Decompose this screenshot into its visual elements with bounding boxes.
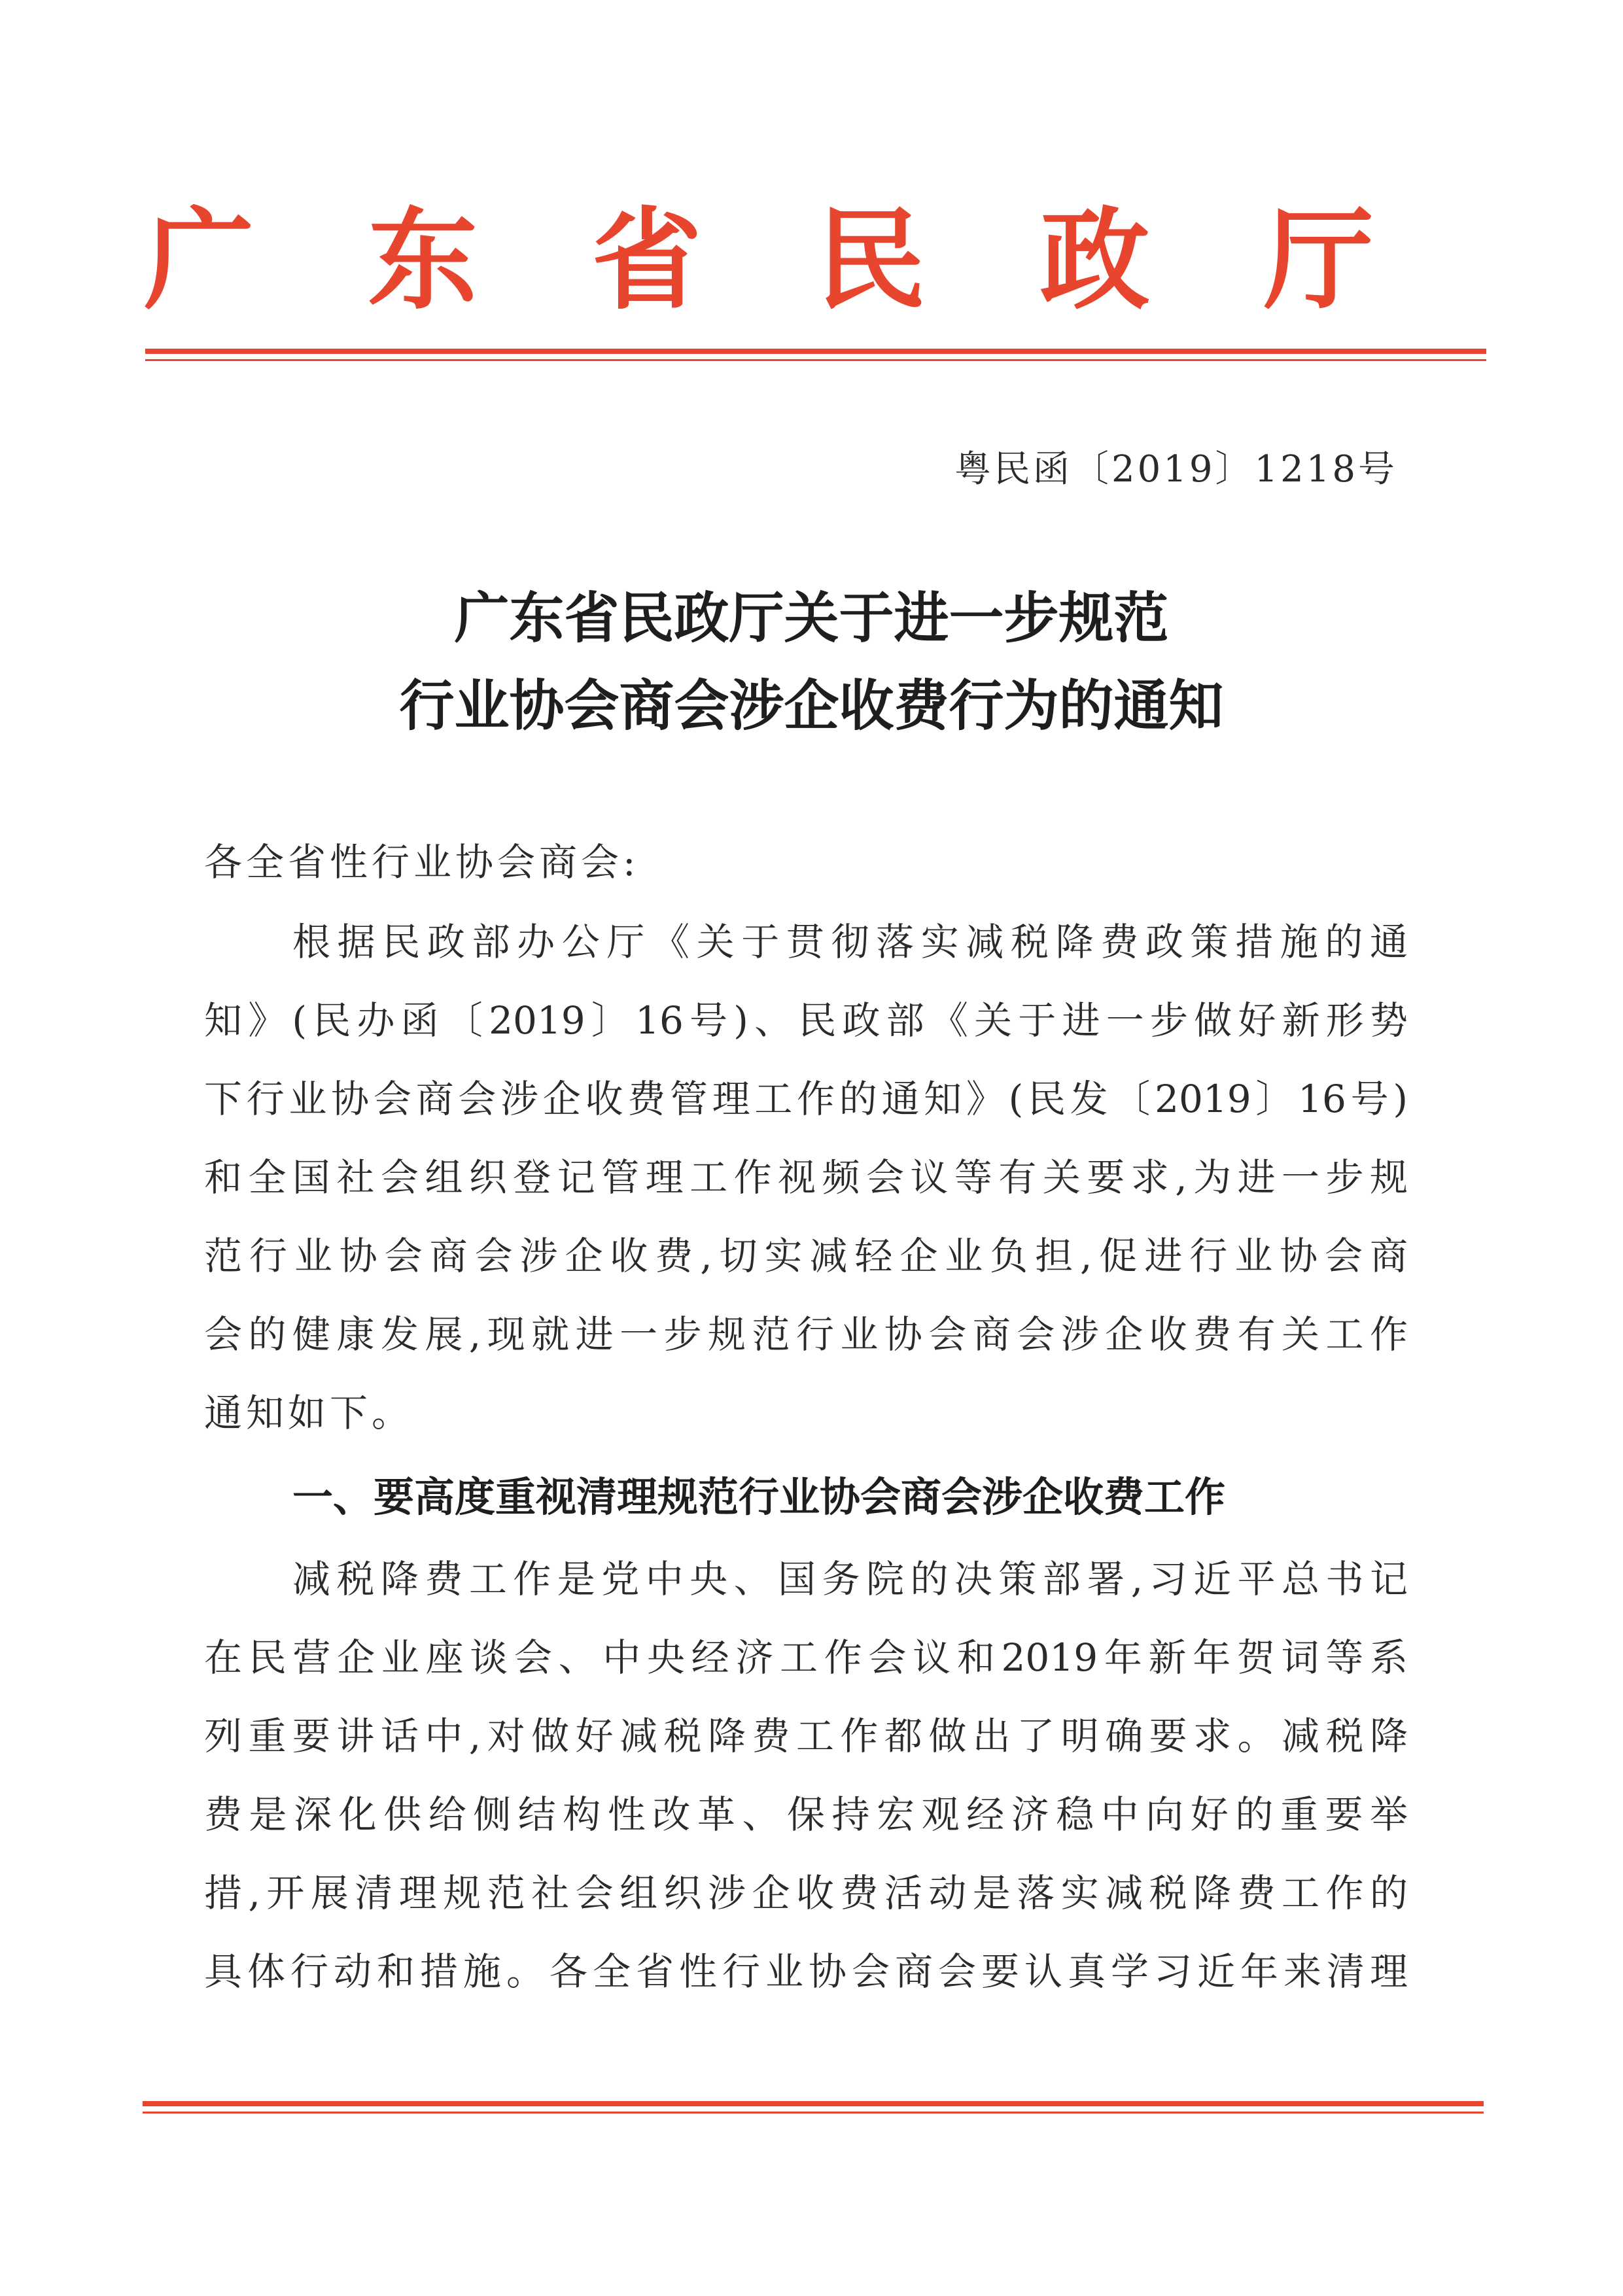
paragraph-1-line: 会的健康发展,现就进一步规范行业协会商会涉企收费有关工作: [204, 1312, 1408, 1357]
masthead-char: 省: [591, 195, 702, 324]
masthead: [144, 195, 1374, 324]
document-number: 粤民函〔2019〕1218号: [954, 448, 1397, 491]
header-rule-thin: [145, 359, 1486, 361]
section-1-line: 在民营企业座谈会、中央经济工作会议和2019年新年贺词等系: [204, 1635, 1408, 1680]
footer-rule-thick: [143, 2101, 1484, 2106]
paragraph-1-line: 通知如下。: [204, 1391, 414, 1435]
masthead-char: 民: [816, 195, 926, 324]
section-1-line: 列重要讲话中,对做好减税降费工作都做出了明确要求。减税降: [204, 1714, 1408, 1758]
section-1-line: 费是深化供给侧结构性改革、保持宏观经济稳中向好的重要举: [204, 1792, 1408, 1837]
section-1-line: 措,开展清理规范社会组织涉企收费活动是落实减税降费工作的: [204, 1871, 1408, 1915]
paragraph-1-line: 和全国社会组织登记管理工作视频会议等有关要求,为进一步规: [204, 1155, 1408, 1200]
document-title-line-1: 广东省民政厅关于进一步规范: [454, 585, 1169, 650]
paragraph-1-line: 范行业协会商会涉企收费,切实减轻企业负担,促进行业协会商: [204, 1234, 1408, 1278]
masthead-char: 政: [1039, 195, 1150, 324]
section-1-line: 减税降费工作是党中央、国务院的决策部署,习近平总书记: [292, 1557, 1408, 1601]
footer-rule-thin: [143, 2112, 1484, 2113]
section-1-heading: 一、要高度重视清理规范行业协会商会涉企收费工作: [292, 1473, 1226, 1521]
header-rule-thick: [145, 349, 1486, 354]
paragraph-1-line: 下行业协会商会涉企收费管理工作的通知》(民发〔2019〕16号): [204, 1077, 1408, 1121]
masthead-char: 广: [144, 195, 254, 324]
section-1-line: 具体行动和措施。各全省性行业协会商会要认真学习近年来清理: [204, 1949, 1408, 1994]
salutation: 各全省性行业协会商会:: [204, 840, 640, 884]
masthead-char: 厅: [1263, 195, 1374, 324]
paragraph-1-line: 知》(民办函〔2019〕16号)、民政部《关于进一步做好新形势: [204, 998, 1408, 1043]
paragraph-1-line: 根据民政部办公厅《关于贯彻落实减税降费政策措施的通: [292, 920, 1408, 964]
document-title-line-2: 行业协会商会涉企收费行为的通知: [399, 673, 1224, 738]
masthead-char: 东: [368, 195, 478, 324]
